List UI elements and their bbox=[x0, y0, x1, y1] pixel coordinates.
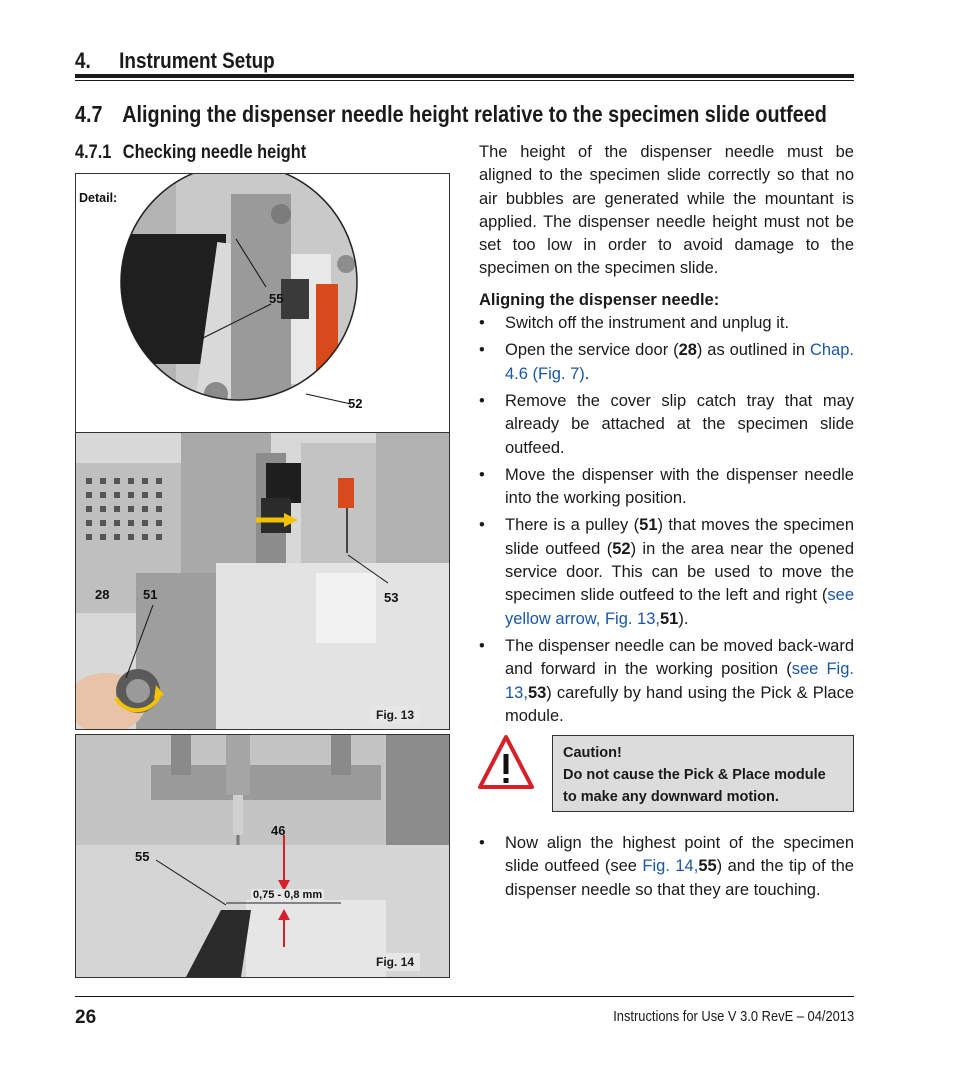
link-fig-13-arrow[interactable]: see yellow arrow, Fig. 13, bbox=[505, 586, 854, 628]
caution-line-1: Do not cause the Pick & Place module bbox=[563, 767, 826, 783]
callout-52-detail: 52 bbox=[348, 396, 363, 411]
fig13-photo bbox=[76, 433, 449, 729]
detail-photo bbox=[76, 174, 449, 432]
figure-14 bbox=[75, 734, 450, 978]
callout-53: 53 bbox=[384, 590, 399, 605]
list-item: • The dispenser needle can be moved back-ward and forward in the working position (see Fig. 13,53) carefully by hand using the Pick & Place module. bbox=[479, 635, 854, 728]
link-fig-14[interactable]: Fig. 14, bbox=[642, 857, 699, 876]
procedure-heading: Aligning the dispenser needle: bbox=[479, 290, 720, 309]
list-item: • Remove the cover slip catch tray that may already be attached at the specimen slide outfeed. bbox=[479, 390, 854, 460]
link-chap-4-6[interactable]: Chap. 4.6 (Fig. 7) bbox=[505, 341, 854, 383]
chapter-rule-thin bbox=[75, 80, 854, 81]
procedure-list bbox=[479, 312, 854, 728]
list-item: • Now align the highest point of the specimen slide outfeed (see Fig. 14,55) and the tip of the dispenser needle so that they are touching. bbox=[479, 832, 854, 902]
gap-dimension-label: 0,75 - 0,8 mm bbox=[253, 889, 323, 901]
fig13-caption: Fig. 13 bbox=[370, 706, 420, 724]
list-item: • There is a pulley (51) that moves the specimen slide outfeed (52) in the area near the opened service door. This can be used to move the specimen slide outfeed to the left and right (see yellow arrow, Fig. 13,51). bbox=[479, 514, 854, 630]
section-heading: 4.7 Aligning the dispenser needle height relative to the specimen slide outfeed bbox=[75, 101, 827, 127]
footer-rule bbox=[75, 996, 854, 997]
detail-label: Detail: bbox=[79, 191, 118, 205]
caution-box bbox=[552, 735, 854, 812]
fig14-photo bbox=[76, 735, 449, 977]
warning-icon bbox=[478, 734, 534, 790]
callout-46: 46 bbox=[271, 823, 286, 838]
link-fig-13[interactable]: see Fig. 13, bbox=[505, 660, 854, 702]
caution-title: Caution! bbox=[563, 745, 622, 761]
list-item: • Open the service door (28) as outlined in Chap. 4.6 (Fig. 7). bbox=[479, 339, 854, 386]
callout-55-detail: 55 bbox=[269, 291, 284, 306]
chapter-rule bbox=[75, 74, 854, 78]
chapter-heading: 4. Instrument Setup bbox=[75, 48, 275, 73]
instructions-column bbox=[479, 141, 854, 728]
callout-28: 28 bbox=[95, 587, 110, 602]
list-item: • Switch off the instrument and unplug it. bbox=[479, 312, 854, 335]
callout-55-fig14: 55 bbox=[135, 849, 150, 864]
intro-paragraph: The height of the dispenser needle must be aligned to the specimen slide correctly so that no air bubbles are generated while the mountant is applied. The dispenser needle height must not be set too low in order to avoid damage to the specimen on the specimen slide. bbox=[479, 143, 854, 278]
fig14-caption: Fig. 14 bbox=[370, 953, 420, 971]
procedure-list-continued bbox=[479, 832, 854, 902]
subsection-heading: 4.7.1 Checking needle height bbox=[75, 142, 307, 163]
figure-13 bbox=[75, 432, 450, 730]
figure-detail bbox=[75, 173, 450, 433]
page-number: 26 bbox=[75, 1007, 97, 1028]
list-item: • Move the dispenser with the dispenser needle into the working position. bbox=[479, 464, 854, 511]
document-info: Instructions for Use V 3.0 RevE – 04/2013 bbox=[613, 1008, 854, 1025]
callout-51: 51 bbox=[143, 587, 158, 602]
caution-line-2: to make any downward motion. bbox=[563, 789, 779, 805]
